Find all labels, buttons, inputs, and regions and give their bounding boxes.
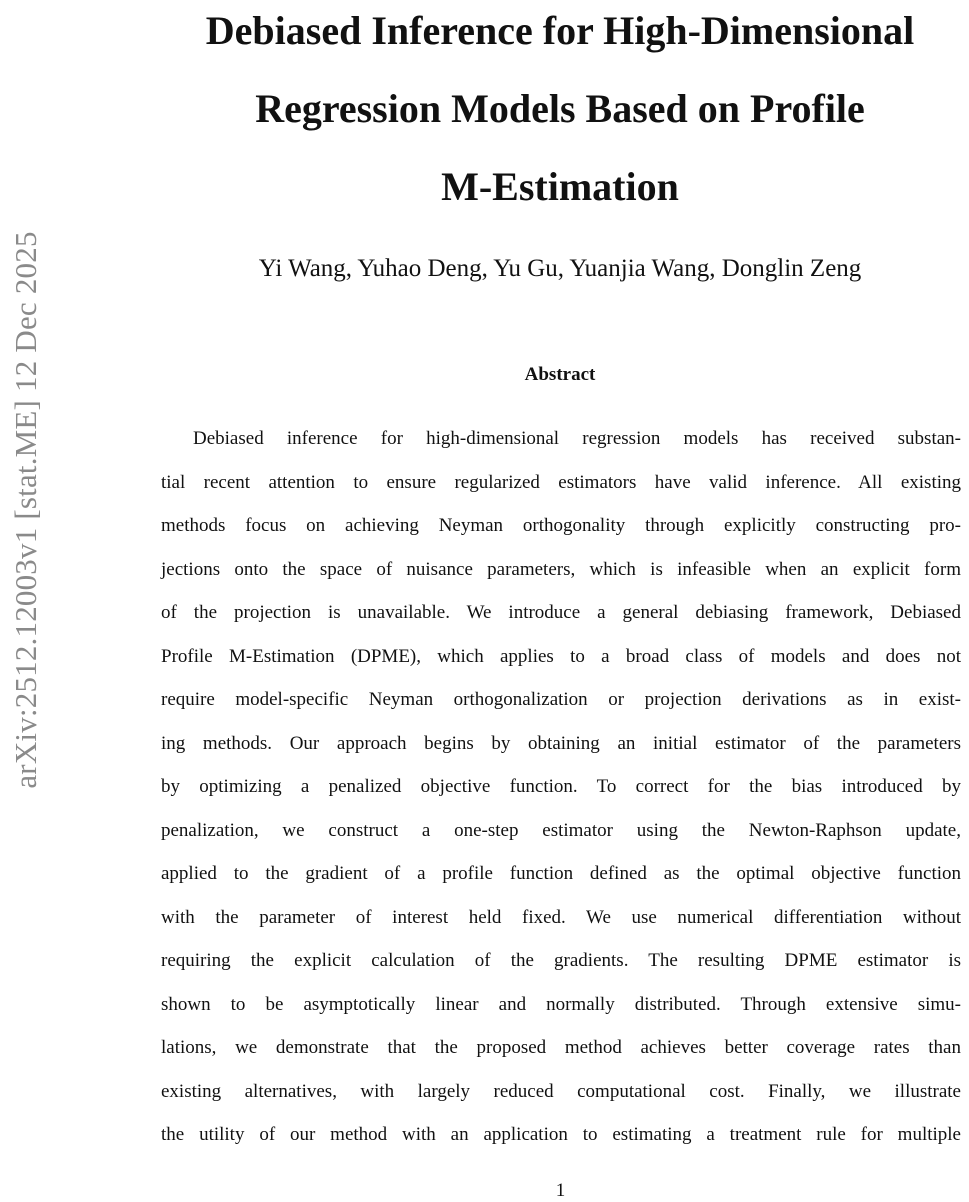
abstract-line: by optimizing a penalized objective function. To correct for the bias introduced by xyxy=(161,776,961,797)
abstract-line: tial recent attention to ensure regularized estimators have valid inference. All existing xyxy=(161,471,961,493)
abstract-line: shown to be asymptotically linear and normally distributed. Through extensive simu- xyxy=(161,993,961,1015)
author-list: Yi Wang, Yuhao Deng, Yu Gu, Yuanjia Wang, Donglin Zeng xyxy=(258,255,862,282)
abstract-heading: Abstract xyxy=(524,364,596,385)
abstract-line: existing alternatives, with largely reduced computational cost. Finally, we illustrate xyxy=(161,1080,961,1102)
abstract-line: Profile M-Estimation (DPME), which applies to a broad class of models and does not xyxy=(161,645,961,667)
abstract-line: of the projection is unavailable. We introduce a general debiasing framework, Debiased xyxy=(161,602,961,623)
abstract-line: ing methods. Our approach begins by obtaining an initial estimator of the parameters xyxy=(161,732,961,754)
title-line: Debiased Inference for High-Dimensional xyxy=(205,8,915,53)
abstract-body xyxy=(161,417,961,1157)
abstract-line: require model-specific Neyman orthogonalization or projection derivations as in exist- xyxy=(161,689,961,710)
title-line: Regression Models Based on Profile xyxy=(255,86,865,131)
abstract-line: methods focus on achieving Neyman orthogonality through explicitly constructing pro- xyxy=(161,515,961,536)
title-line: M-Estimation xyxy=(441,164,679,209)
abstract-line: Debiased inference for high-dimensional regression models has received substan- xyxy=(193,428,961,449)
abstract-line: jections onto the space of nuisance parameters, which is infeasible when an explicit form xyxy=(161,558,961,580)
paper-title xyxy=(140,0,969,226)
abstract-line: with the parameter of interest held fixed. We use numerical differentiation without xyxy=(161,906,961,928)
page-number: 1 xyxy=(555,1180,566,1201)
abstract-line: requiring the explicit calculation of the gradients. The resulting DPME estimator is xyxy=(161,950,961,971)
abstract-line: the utility of our method with an application to estimating a treatment rule for multiple xyxy=(161,1124,961,1145)
arxiv-identifier-stamp: arXiv:2512.12003v1 [stat.ME] 12 Dec 2025 xyxy=(8,231,43,789)
abstract-line: applied to the gradient of a profile function defined as the optimal objective function xyxy=(161,863,961,884)
abstract-line: penalization, we construct a one-step estimator using the Newton-Raphson update, xyxy=(161,819,961,841)
abstract-line: lations, we demonstrate that the proposed method achieves better coverage rates than xyxy=(161,1037,961,1058)
